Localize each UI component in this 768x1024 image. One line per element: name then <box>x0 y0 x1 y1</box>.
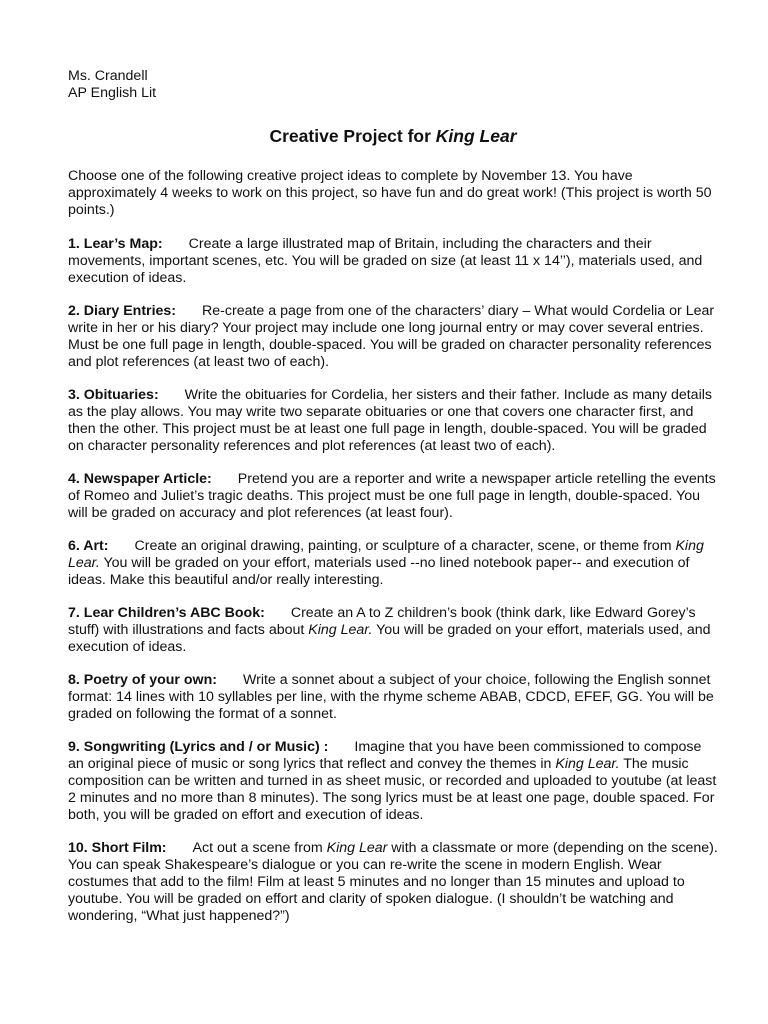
item-text: Create a large illustrated map of Britain, including the characters and their movements, important scenes, etc. You will be graded on size (at least 11 x 14’’), materials used, and execution of ideas. <box>68 236 703 286</box>
item-label: 4. Newspaper Article: <box>68 471 212 487</box>
item-text-after: The music composition can be written and turned in as sheet music, or recorded and uploaded to youtube (at least 2 minutes and no more than 8 minutes). The song lyrics must be at least one page, double spaced. For both, you will be graded on effort and execution of ideas. <box>68 756 717 823</box>
item-label: 1. Lear’s Map: <box>68 236 163 252</box>
item-label: 6. Art: <box>68 538 109 554</box>
item-text: Create an original drawing, painting, or sculpture of a character, scene, or theme from <box>134 538 672 554</box>
item-label: 9. Songwriting (Lyrics and / or Music) : <box>68 739 329 755</box>
project-item-songwriting <box>68 739 718 824</box>
item-text: Write the obituaries for Cordelia, her sisters and their father. Include as many details as the play allows. You may write two separate obituaries or one that covers one character first, and then the other. This project must be at least one full page in length, double-spaced. You will be graded on character personality references and plot references (at least two of each). <box>68 387 712 454</box>
project-item-short-film <box>68 840 718 925</box>
intro-paragraph: Choose one of the following creative project ideas to complete by November 13. You have approximately 4 weeks to work on this project, so have fun and do great work! (This project is worth 50 points.) <box>68 168 712 218</box>
item-text: Act out a scene from <box>192 840 323 856</box>
title-work: King Lear <box>435 126 517 146</box>
page-title <box>68 126 718 146</box>
item-label: 7. Lear Children’s ABC Book: <box>68 605 265 621</box>
item-emphasis: King Lear. <box>555 756 620 772</box>
item-text: Re-create a page from one of the characters’ diary – What would Cordelia or Lear write in her or his diary? Your project may include one long journal entry or may cover several entries. Must be one full page in length, double-spaced. You will be graded on character personality references and plot references (at least two of each). <box>68 303 715 370</box>
project-item-newspaper-article <box>68 471 718 522</box>
item-emphasis: King Lear. <box>308 622 373 638</box>
item-emphasis: King Lear. <box>68 538 704 571</box>
teacher-name: Ms. Crandell <box>68 68 148 84</box>
item-text: Pretend you are a reporter and write a newspaper article retelling the events of Romeo and Juliet’s tragic deaths. This project must be one full page in length, double-spaced. You will be graded on accuracy and plot references (at least four). <box>68 471 716 521</box>
project-item-lears-map <box>68 236 718 287</box>
project-item-abc-book <box>68 605 718 656</box>
project-item-diary-entries <box>68 303 718 371</box>
title-prefix: Creative Project for <box>269 126 436 146</box>
project-item-art <box>68 538 718 589</box>
item-emphasis: King Lear <box>326 840 388 856</box>
item-text-after: You will be graded on your effort, materials used --no lined notebook paper-- and execution of ideas. Make this beautiful and/or really interesting. <box>68 555 690 588</box>
item-text: Imagine that you have been commissioned to compose an original piece of music or song lyrics that reflect and convey the themes in <box>68 739 702 772</box>
item-text: Create an A to Z children’s book (think dark, like Edward Gorey’s stuff) with illustrations and facts about <box>68 605 696 638</box>
project-item-obituaries <box>68 387 718 455</box>
item-label: 3. Obituaries: <box>68 387 159 403</box>
document-page <box>68 68 718 941</box>
item-label: 10. Short Film: <box>68 840 167 856</box>
item-text-after: You will be graded on your effort, materials used, and execution of ideas. <box>68 622 711 655</box>
item-text-after: with a classmate or more (depending on the scene). You can speak Shakespeare’s dialogue or you can re-write the scene in modern English. Wear costumes that add to the film! Film at least 5 minutes and no longer than 15 minutes and upload to youtube. You will be graded on effort and clarity of spoken dialogue. (I shouldn’t be watching and wondering, “What just happened?”) <box>68 840 718 924</box>
item-text: Write a sonnet about a subject of your choice, following the English sonnet format: 14 lines with 10 syllables per line, with the rhyme scheme ABAB, CDCD, EFEF, GG. You will be graded on following the format of a sonnet. <box>68 672 714 722</box>
course-name: AP English Lit <box>68 85 157 101</box>
project-item-poetry <box>68 672 718 723</box>
item-label: 8. Poetry of your own: <box>68 672 217 688</box>
item-label: 2. Diary Entries: <box>68 303 177 319</box>
